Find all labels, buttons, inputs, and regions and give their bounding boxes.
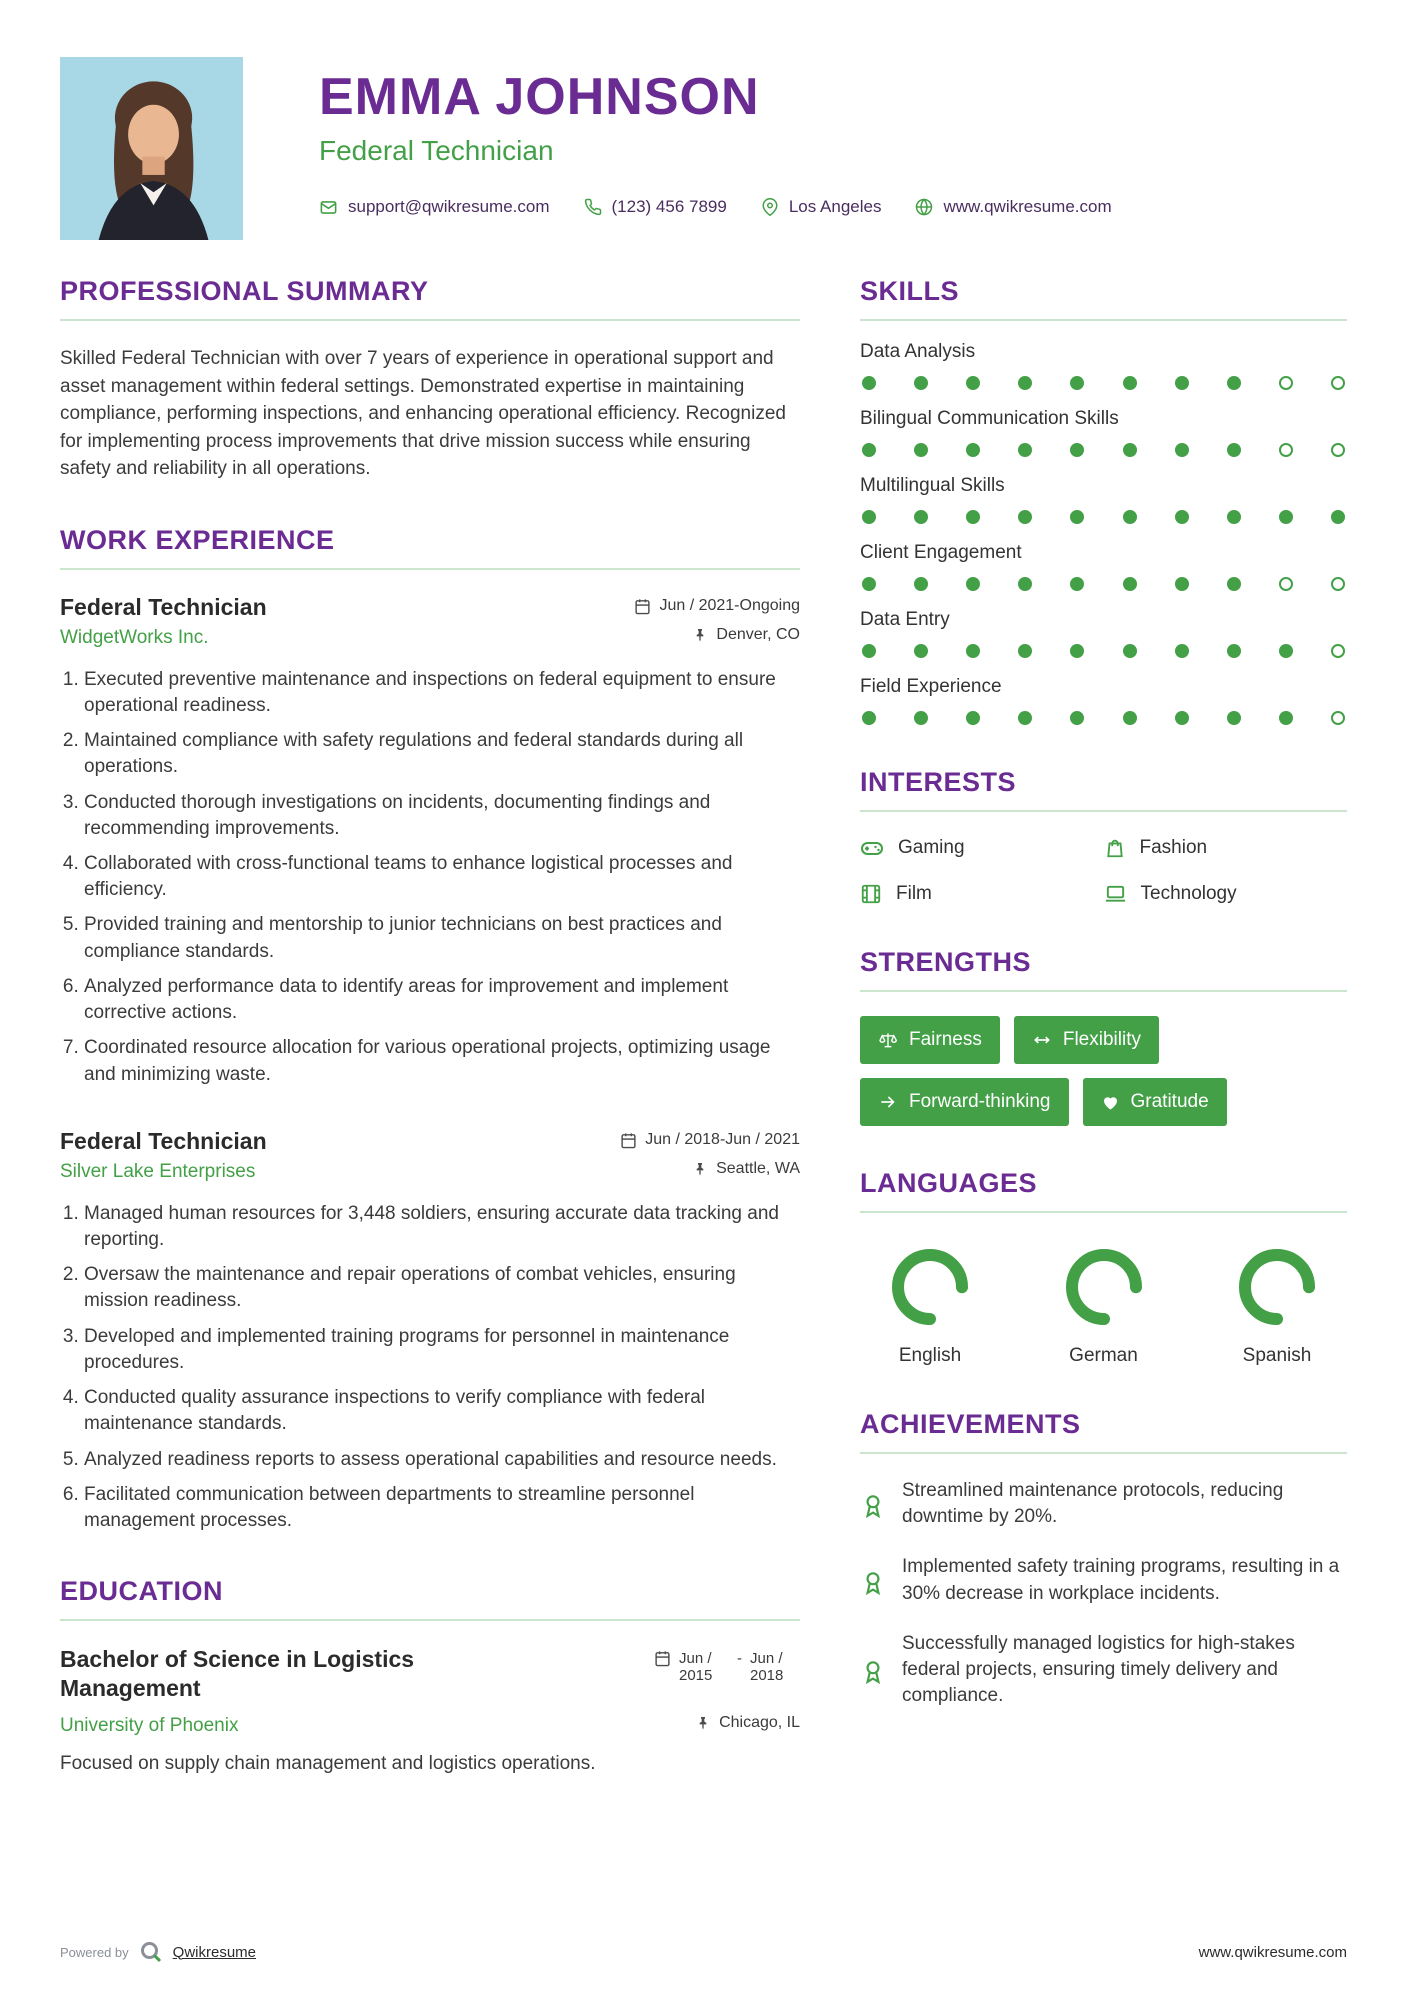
strength-label: Forward-thinking (909, 1091, 1051, 1112)
skill-dot (1279, 711, 1293, 725)
job-location (692, 1160, 800, 1178)
skill-dot (1123, 644, 1137, 658)
skill-dot (914, 711, 928, 725)
skill-name: Field Experience (860, 676, 1002, 697)
interest-label: Film (896, 882, 932, 904)
job-date-text: Jun / 2018-Jun / 2021 (645, 1131, 800, 1149)
skill-dot (914, 577, 928, 591)
job-bullet: 4. Collaborated with cross-functional teams to enhance logistical processes and efficiency. (84, 851, 800, 903)
skill-name: Bilingual Communication Skills (860, 408, 1119, 429)
skill-dot (966, 711, 980, 725)
skill-dot (1070, 510, 1084, 524)
skill-dot (1279, 577, 1293, 591)
award-medal-icon (860, 1633, 886, 1710)
skill-dot (1070, 644, 1084, 658)
work-heading: WORK EXPERIENCE (60, 525, 800, 570)
education-degree: Bachelor of Science in Logistics Management (60, 1646, 415, 1701)
person-title: Federal Technician (319, 135, 554, 166)
skill-dot (1331, 644, 1345, 658)
strength-badge (860, 1078, 1069, 1126)
skill-dot (862, 510, 876, 524)
skill-dot (1227, 711, 1241, 725)
contact-email-text: support@qwikresume.com (348, 197, 550, 216)
skill-name: Data Analysis (860, 341, 976, 362)
skill-rating-dots (862, 443, 1345, 457)
languages-row (860, 1237, 1347, 1367)
job-bullet: 2. Maintained compliance with safety regulations and federal standards during all operations. (84, 728, 800, 780)
interest-item (860, 882, 1104, 905)
contact-location-text: Los Angeles (788, 197, 882, 216)
job-company: WidgetWorks Inc. (60, 626, 209, 648)
contact-phone (584, 197, 727, 217)
achievement-item (860, 1478, 1347, 1530)
skill-dot (1227, 443, 1241, 457)
skills-heading: SKILLS (860, 276, 1347, 321)
job-date-text: Jun / 2021-Ongoing (659, 597, 800, 615)
education-school: University of Phoenix (60, 1714, 239, 1736)
contact-email (319, 197, 550, 217)
skill-dot (1227, 510, 1241, 524)
education-location-text: Chicago, IL (719, 1713, 800, 1731)
skill-dot (1227, 644, 1241, 658)
achievements-heading: ACHIEVEMENTS (860, 1409, 1347, 1454)
skill-dot (1070, 577, 1084, 591)
header (60, 57, 1347, 240)
skill-rating-dots (862, 376, 1345, 390)
calendar-icon (634, 598, 651, 615)
job-date (634, 597, 800, 615)
skill-rating-dots (862, 644, 1345, 658)
skill-dot (1123, 443, 1137, 457)
summary-text: Skilled Federal Technician with over 7 years of experience in operational support and asset management within federal settings. Demonstrated expertise in maintaining compliance, performing inspections, and enhancing operational efficiency. Recognized for implementing process improvements that drive mission success while ensuring safety and reliability in all operations. (60, 348, 786, 480)
language-name: English (898, 1345, 962, 1366)
language-name: Spanish (1242, 1345, 1312, 1366)
contact-location (761, 197, 882, 217)
award-medal-icon (860, 1556, 886, 1606)
summary-heading: PROFESSIONAL SUMMARY (60, 276, 800, 321)
contact-website (915, 197, 1111, 217)
interest-label: Fashion (1139, 837, 1208, 858)
skill-dot (1227, 577, 1241, 591)
achievement-item (860, 1631, 1347, 1710)
strength-label: Gratitude (1130, 1091, 1209, 1112)
job-date (620, 1131, 800, 1149)
skill-dot (1279, 443, 1293, 457)
education-date-start: Jun / 2015 (679, 1650, 713, 1685)
strength-badge (1014, 1016, 1159, 1064)
skill-dot (914, 443, 928, 457)
skill-dot (966, 510, 980, 524)
interest-label: Gaming (898, 837, 965, 858)
phone-icon (584, 198, 602, 216)
qwikresume-logo-icon (139, 1940, 163, 1964)
job-bullet-list (60, 667, 800, 1088)
skill-dot (862, 376, 876, 390)
skill-dot (1070, 443, 1084, 457)
job-bullet: 3. Developed and implemented training programs for personnel in maintenance procedures. (84, 1324, 800, 1376)
profile-photo-image (60, 57, 243, 240)
skill-dot (1331, 443, 1345, 457)
job-bullet: 5. Provided training and mentorship to junior technicians on best practices and compliance standards. (84, 912, 800, 964)
skill-rating-dots (862, 510, 1345, 524)
skill-dot (1331, 510, 1345, 524)
job-title: Federal Technician (60, 1127, 267, 1154)
pushpin-icon (695, 1715, 711, 1731)
education-date (654, 1650, 800, 1685)
education-note: Focused on supply chain management and logistics operations. (60, 1752, 596, 1774)
section-skills (860, 276, 1347, 725)
contact-phone-text: (123) 456 7899 (611, 197, 727, 216)
skill-dot (1175, 711, 1189, 725)
job-entry (60, 1128, 800, 1534)
language-progress-ring (1233, 1243, 1321, 1331)
skill-dot (966, 577, 980, 591)
job-entry (60, 594, 800, 1088)
skill-dot (914, 376, 928, 390)
heart-icon (1101, 1093, 1120, 1112)
gamepad-icon (860, 836, 884, 860)
section-strengths (860, 947, 1347, 1126)
job-bullet: 6. Analyzed performance data to identify areas for improvement and implement corrective actions. (84, 974, 800, 1026)
language-progress-ring (1060, 1243, 1148, 1331)
interest-item (1104, 882, 1348, 905)
job-location (692, 626, 800, 644)
section-professional-summary (60, 276, 800, 483)
skill-dot (1123, 510, 1137, 524)
skill-dot (1331, 711, 1345, 725)
strength-badge (1083, 1078, 1227, 1126)
strength-label: Flexibility (1062, 1029, 1141, 1050)
skill-dot (862, 644, 876, 658)
profile-photo (60, 57, 243, 240)
calendar-icon (620, 1132, 637, 1149)
language-name: German (1069, 1345, 1138, 1366)
main-columns (60, 276, 1347, 1817)
interest-item (860, 836, 1104, 860)
laptop-icon (1104, 882, 1127, 905)
skill-dot (1018, 376, 1032, 390)
achievement-text: Streamlined maintenance protocols, reducing downtime by 20%. (902, 1480, 1284, 1528)
job-bullet: 1. Managed human resources for 3,448 soldiers, ensuring accurate data tracking and reporting. (84, 1201, 800, 1253)
skill-dot (1175, 376, 1189, 390)
skill-dot (1175, 577, 1189, 591)
skill-dot (862, 443, 876, 457)
skill-dot (862, 711, 876, 725)
job-bullet: 1. Executed preventive maintenance and inspections on federal equipment to ensure operational readiness. (84, 667, 800, 719)
skill-dot (1018, 510, 1032, 524)
education-date-separator: - (737, 1650, 742, 1668)
header-info (319, 57, 1112, 240)
arrow-right-icon (878, 1092, 898, 1112)
skill-dot (1018, 443, 1032, 457)
section-achievements (860, 1409, 1347, 1710)
contact-website-text: www.qwikresume.com (943, 197, 1112, 216)
education-heading: EDUCATION (60, 1576, 800, 1621)
skill-dot (862, 577, 876, 591)
section-education (60, 1576, 800, 1775)
skill-name: Client Engagement (860, 542, 1022, 563)
left-column (60, 276, 800, 1817)
person-name: EMMA JOHNSON (319, 68, 760, 126)
powered-by-label: Powered by (60, 1944, 129, 1960)
right-column (860, 276, 1347, 1817)
job-title: Federal Technician (60, 593, 267, 620)
map-pin-icon (761, 198, 779, 216)
section-work-experience (60, 525, 800, 1534)
shopping-bag-icon (1104, 837, 1126, 859)
achievement-text: Successfully managed logistics for high-stakes federal projects, ensuring timely delivery and compliance. (902, 1632, 1295, 1707)
footer (60, 1940, 1347, 1964)
language-item (1217, 1243, 1337, 1367)
job-bullet: 4. Conducted quality assurance inspections to verify compliance with federal maintenance standards. (84, 1385, 800, 1437)
footer-brand (60, 1940, 256, 1964)
skill-dot (966, 644, 980, 658)
education-location (695, 1714, 800, 1732)
job-bullet: 5. Analyzed readiness reports to assess operational capabilities and resource needs. (84, 1447, 800, 1473)
achievement-text: Implemented safety training programs, resulting in a 30% decrease in workplace incidents. (902, 1556, 1340, 1604)
strengths-heading: STRENGTHS (860, 947, 1347, 992)
arrows-horizontal-icon (1032, 1030, 1052, 1050)
skill-dot (1070, 376, 1084, 390)
pushpin-icon (692, 627, 708, 643)
achievement-item (860, 1554, 1347, 1606)
job-bullet: 7. Coordinated resource allocation for various operational projects, optimizing usage and minimizing waste. (84, 1035, 800, 1087)
skill-dot (1175, 443, 1189, 457)
skill-name: Multilingual Skills (860, 475, 1005, 496)
language-item (1044, 1243, 1164, 1367)
job-location-text: Denver, CO (716, 625, 800, 643)
contact-row (319, 197, 1112, 217)
film-icon (860, 883, 882, 905)
section-languages (860, 1168, 1347, 1367)
job-location-text: Seattle, WA (716, 1159, 800, 1177)
interests-grid (860, 836, 1347, 905)
skill-dot (1331, 577, 1345, 591)
interest-label: Technology (1140, 882, 1237, 904)
strength-label: Fairness (909, 1029, 982, 1050)
skill-rating-dots (862, 577, 1345, 591)
skill-dot (1123, 376, 1137, 390)
skill-dot (966, 376, 980, 390)
skill-dot (914, 510, 928, 524)
skill-name: Data Entry (860, 609, 950, 630)
footer-website: www.qwikresume.com (1198, 1943, 1347, 1961)
skill-dot (1123, 711, 1137, 725)
envelope-icon (319, 198, 338, 217)
job-bullet: 6. Facilitated communication between departments to streamline personnel management processes. (84, 1482, 800, 1534)
pushpin-icon (692, 1161, 708, 1177)
skill-dot (1018, 711, 1032, 725)
skill-dot (966, 443, 980, 457)
job-bullet: 2. Oversaw the maintenance and repair operations of combat vehicles, ensuring mission readiness. (84, 1262, 800, 1314)
skill-rating-dots (862, 711, 1345, 725)
job-company: Silver Lake Enterprises (60, 1160, 256, 1182)
qwikresume-link[interactable]: Qwikresume (172, 1943, 257, 1961)
language-item (870, 1243, 990, 1367)
calendar-icon (654, 1650, 671, 1667)
skill-dot (1018, 577, 1032, 591)
job-bullet: 3. Conducted thorough investigations on incidents, documenting findings and recommending improvements. (84, 790, 800, 842)
skill-dot (1331, 376, 1345, 390)
scales-icon (878, 1030, 898, 1050)
skill-dot (1018, 644, 1032, 658)
skill-dot (914, 644, 928, 658)
skill-dot (1175, 644, 1189, 658)
language-progress-ring (886, 1243, 974, 1331)
interests-heading: INTERESTS (860, 767, 1347, 812)
strength-badges (860, 1016, 1347, 1126)
skill-dot (1227, 376, 1241, 390)
skill-dot (1070, 711, 1084, 725)
strength-badge (860, 1016, 1000, 1064)
interest-item (1104, 836, 1348, 860)
skill-dot (1279, 376, 1293, 390)
skill-dot (1279, 644, 1293, 658)
section-interests (860, 767, 1347, 905)
globe-icon (915, 198, 933, 216)
skill-dot (1279, 510, 1293, 524)
education-date-end: Jun / 2018 (750, 1650, 784, 1685)
job-bullet-list (60, 1201, 800, 1534)
languages-heading: LANGUAGES (860, 1168, 1347, 1213)
award-medal-icon (860, 1480, 886, 1530)
skill-dot (1123, 577, 1137, 591)
skill-dot (1175, 510, 1189, 524)
